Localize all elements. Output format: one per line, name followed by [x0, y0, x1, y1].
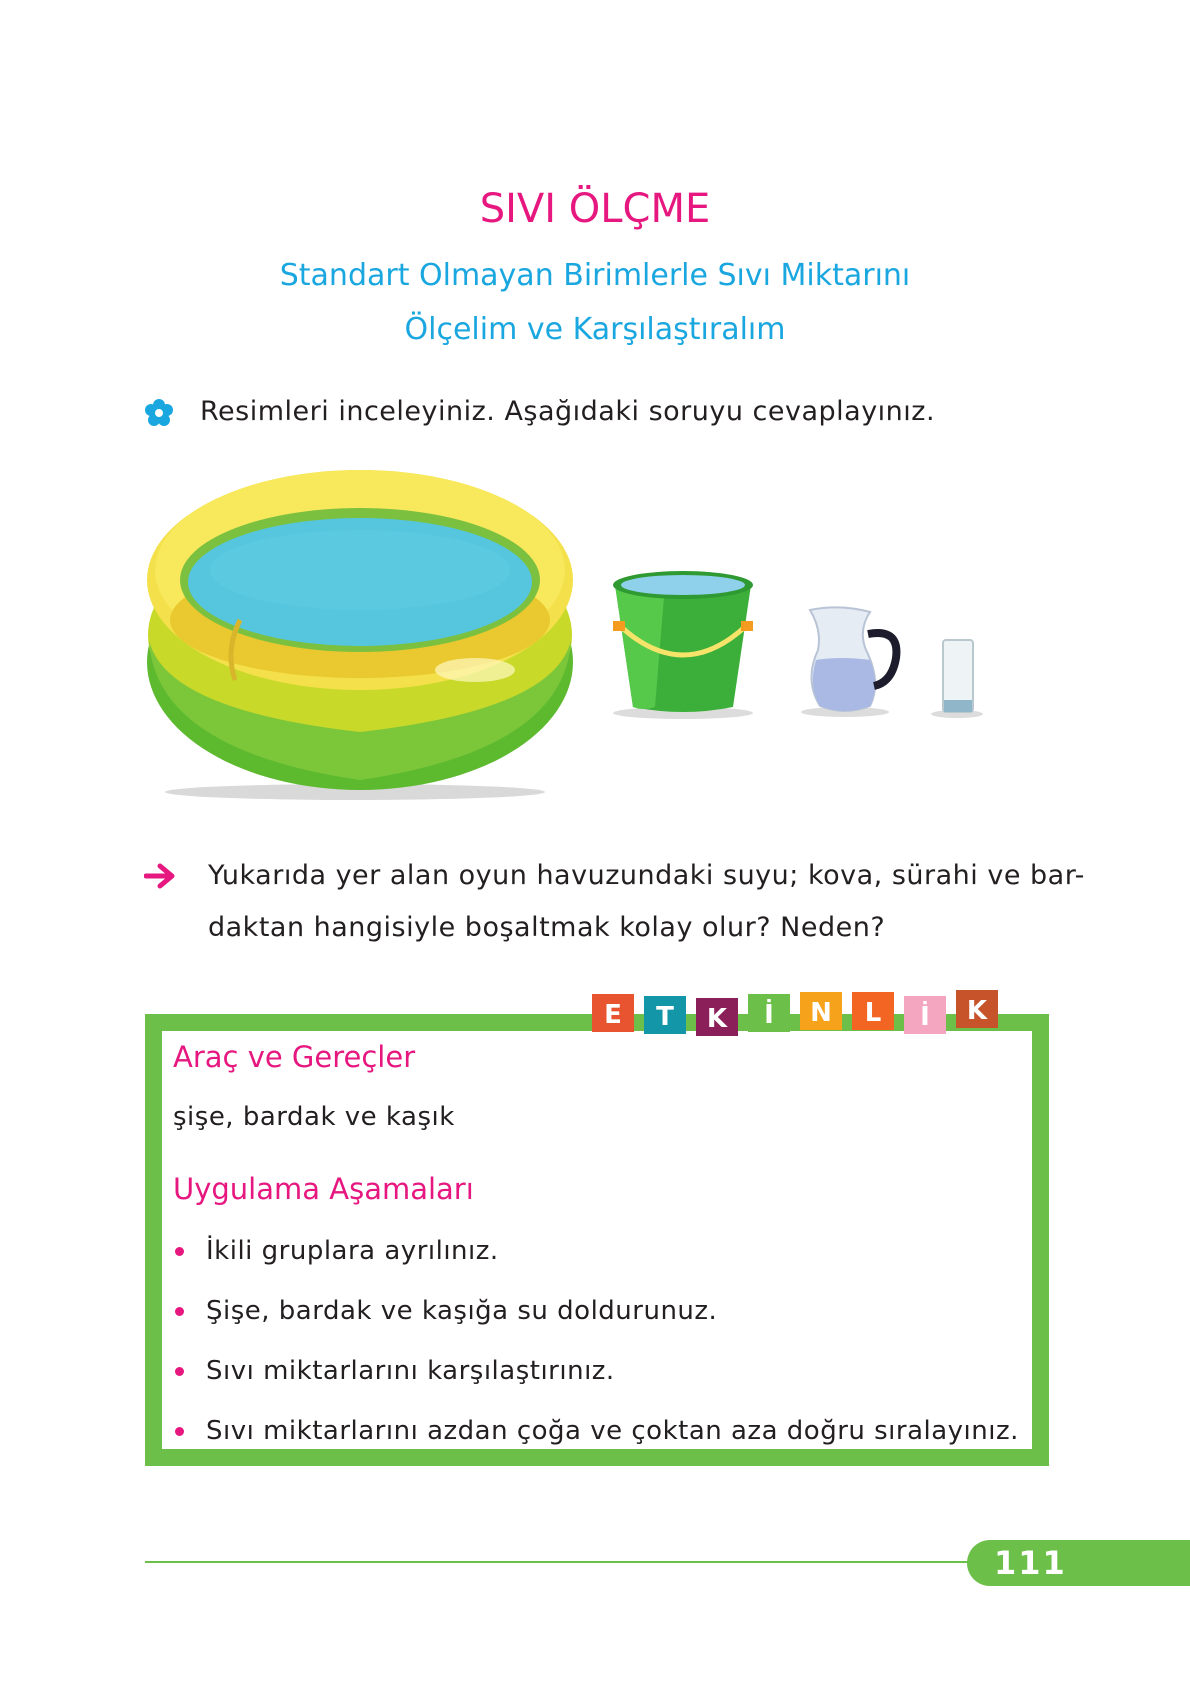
- page-subtitle-line2: Ölçelim ve Karşılaştıralım: [404, 312, 786, 347]
- svg-text:T: T: [656, 1002, 674, 1032]
- badge-tile-5: [852, 992, 894, 1030]
- flower-icon: [144, 398, 174, 428]
- step-item: [175, 1296, 717, 1326]
- step-item: [175, 1416, 1019, 1446]
- bullet-icon: [175, 1247, 184, 1256]
- question-line1: Yukarıda yer alan oyun havuzundaki suyu; kova, sürahi ve bar-: [208, 860, 1085, 891]
- instruction-text: Resimleri inceleyiniz. Aşağıdaki soruyu cevaplayınız.: [200, 396, 936, 427]
- svg-text:K: K: [966, 996, 988, 1026]
- page-title: SIVI ÖLÇME: [479, 186, 711, 232]
- step-item: [175, 1236, 499, 1266]
- etkinlik-badge: [592, 990, 1022, 1036]
- illustration: [135, 470, 1075, 810]
- badge-tile-2: [696, 998, 738, 1036]
- question-line2: daktan hangisiyle boşaltmak kolay olur? Neden?: [208, 912, 886, 943]
- svg-text:N: N: [810, 998, 832, 1028]
- step-text: Sıvı miktarlarını azdan çoğa ve çoktan aza doğru sıralayınız.: [206, 1416, 1019, 1446]
- arrow-right-icon: [144, 862, 178, 890]
- step-item: [175, 1356, 615, 1386]
- badge-tile-1: [644, 996, 686, 1034]
- pitcher-icon: [801, 607, 896, 717]
- bucket-icon: [613, 571, 753, 719]
- svg-text:L: L: [864, 998, 882, 1028]
- glass-icon: [931, 640, 983, 718]
- tools-heading: Araç ve Gereçler: [173, 1040, 416, 1074]
- svg-text:K: K: [706, 1004, 728, 1034]
- step-text: Sıvı miktarlarını karşılaştırınız.: [206, 1356, 615, 1386]
- step-text: Şişe, bardak ve kaşığa su doldurunuz.: [206, 1296, 718, 1326]
- footer-divider: [145, 1561, 975, 1563]
- svg-text:İ: İ: [920, 1002, 930, 1032]
- badge-tile-3: [748, 994, 790, 1032]
- badge-tile-6: [904, 996, 946, 1034]
- bullet-icon: [175, 1427, 184, 1436]
- bullet-icon: [175, 1367, 184, 1376]
- svg-text:İ: İ: [764, 1000, 774, 1030]
- step-text: İkili gruplara ayrılınız.: [206, 1236, 499, 1266]
- badge-tile-0: [592, 994, 634, 1032]
- steps-heading: Uygulama Aşamaları: [173, 1172, 474, 1206]
- badge-tile-4: [800, 992, 842, 1030]
- badge-tile-7: [956, 990, 998, 1028]
- page-subtitle-line1: Standart Olmayan Birimlerle Sıvı Miktarını: [279, 258, 911, 293]
- page-number: 111: [994, 1544, 1067, 1582]
- tools-text: şişe, bardak ve kaşık: [173, 1102, 455, 1132]
- bullet-icon: [175, 1307, 184, 1316]
- svg-text:E: E: [604, 1000, 622, 1030]
- pool-icon: [147, 470, 573, 800]
